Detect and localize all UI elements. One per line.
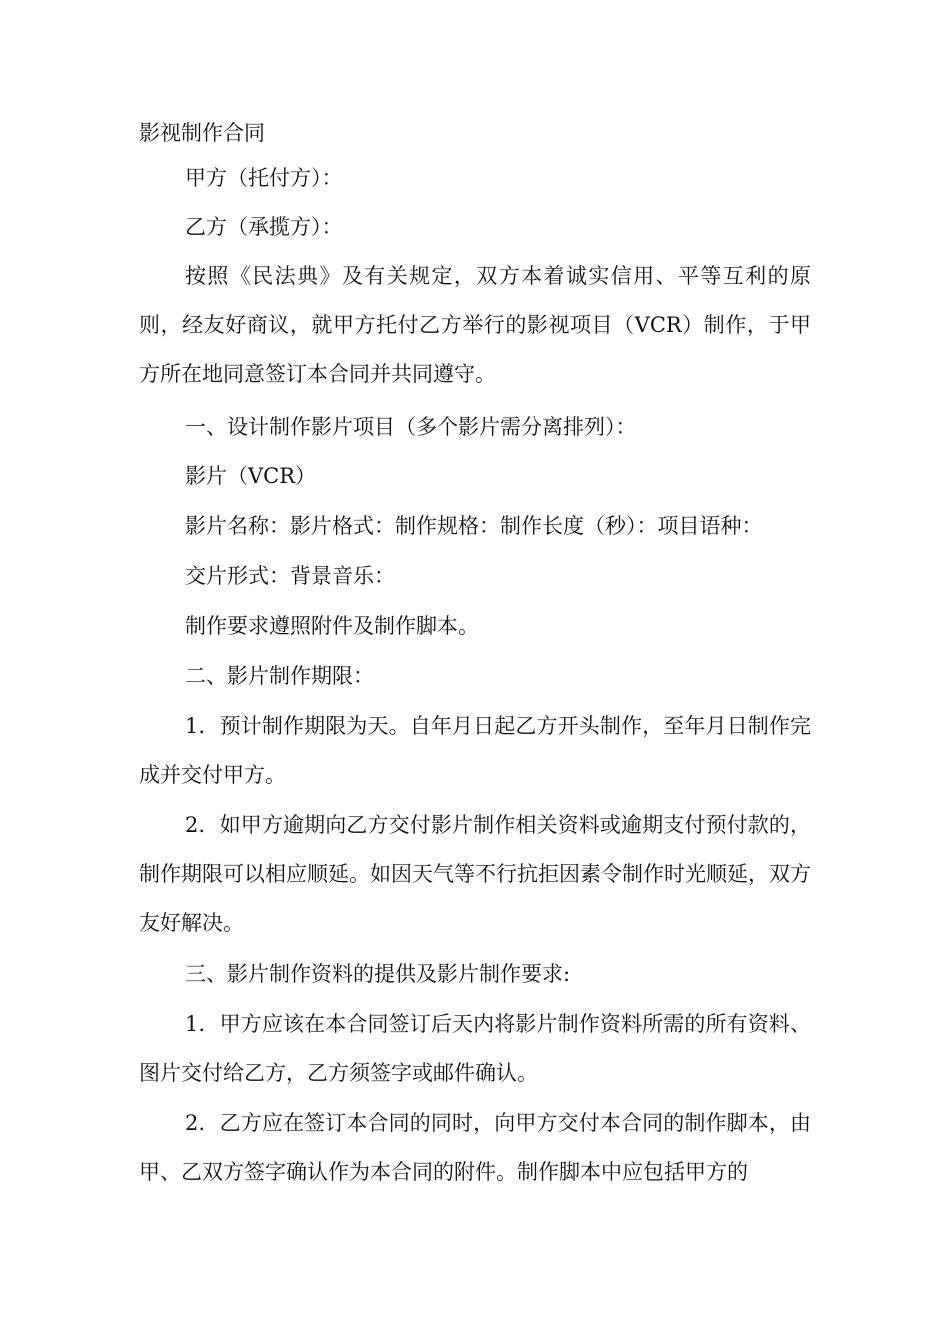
delivery-music-line: 交片形式：背景音乐：	[185, 564, 395, 588]
party-a-line: 甲方（托付方）：	[185, 166, 343, 190]
party-b-line: 乙方（承揽方）：	[185, 215, 343, 239]
clause-3-1: 1．甲方应该在本合同签订后天内将影片制作资料所需的所有资料、图片交付给乙方，乙方须签字或邮件确认。	[139, 1012, 811, 1085]
film-vcr-line: 影片（VCR）	[185, 464, 317, 488]
film-spec-line: 影片名称：影片格式：制作规格：制作长度（秒）：项目语种：	[185, 514, 763, 538]
clause-2-2: 2．如甲方逾期向乙方交付影片制作相关资料或逾期支付预付款的，制作期限可以相应顺延。如因天气等不行抗拒因素令制作时光顺延，双方友好解决。	[139, 813, 811, 935]
section-1-heading: 一、设计制作影片项目（多个影片需分离排列）：	[185, 415, 637, 439]
section-2-heading: 二、影片制作期限：	[185, 664, 374, 688]
clause-2-1: 1．预计制作期限为天。自年月日起乙方开头制作，至年月日制作完成并交付甲方。	[139, 714, 811, 787]
preamble-paragraph: 按照《民法典》及有关规定，双方本着诚实信用、平等互利的原则，经友好商议，就甲方托付乙方举行的影视项目（VCR）制作，于甲方所在地同意签订本合同并共同遵守。	[139, 264, 811, 386]
production-requirement-line: 制作要求遵照附件及制作脚本。	[185, 614, 479, 638]
document-title: 影视制作合同	[139, 121, 265, 145]
section-3-heading: 三、影片制作资料的提供及影片制作要求:	[185, 962, 571, 986]
clause-3-2: 2．乙方应在签订本合同的同时，向甲方交付本合同的制作脚本，由甲、乙双方签字确认作为本合同的附件。制作脚本中应包括甲方的	[139, 1111, 811, 1184]
